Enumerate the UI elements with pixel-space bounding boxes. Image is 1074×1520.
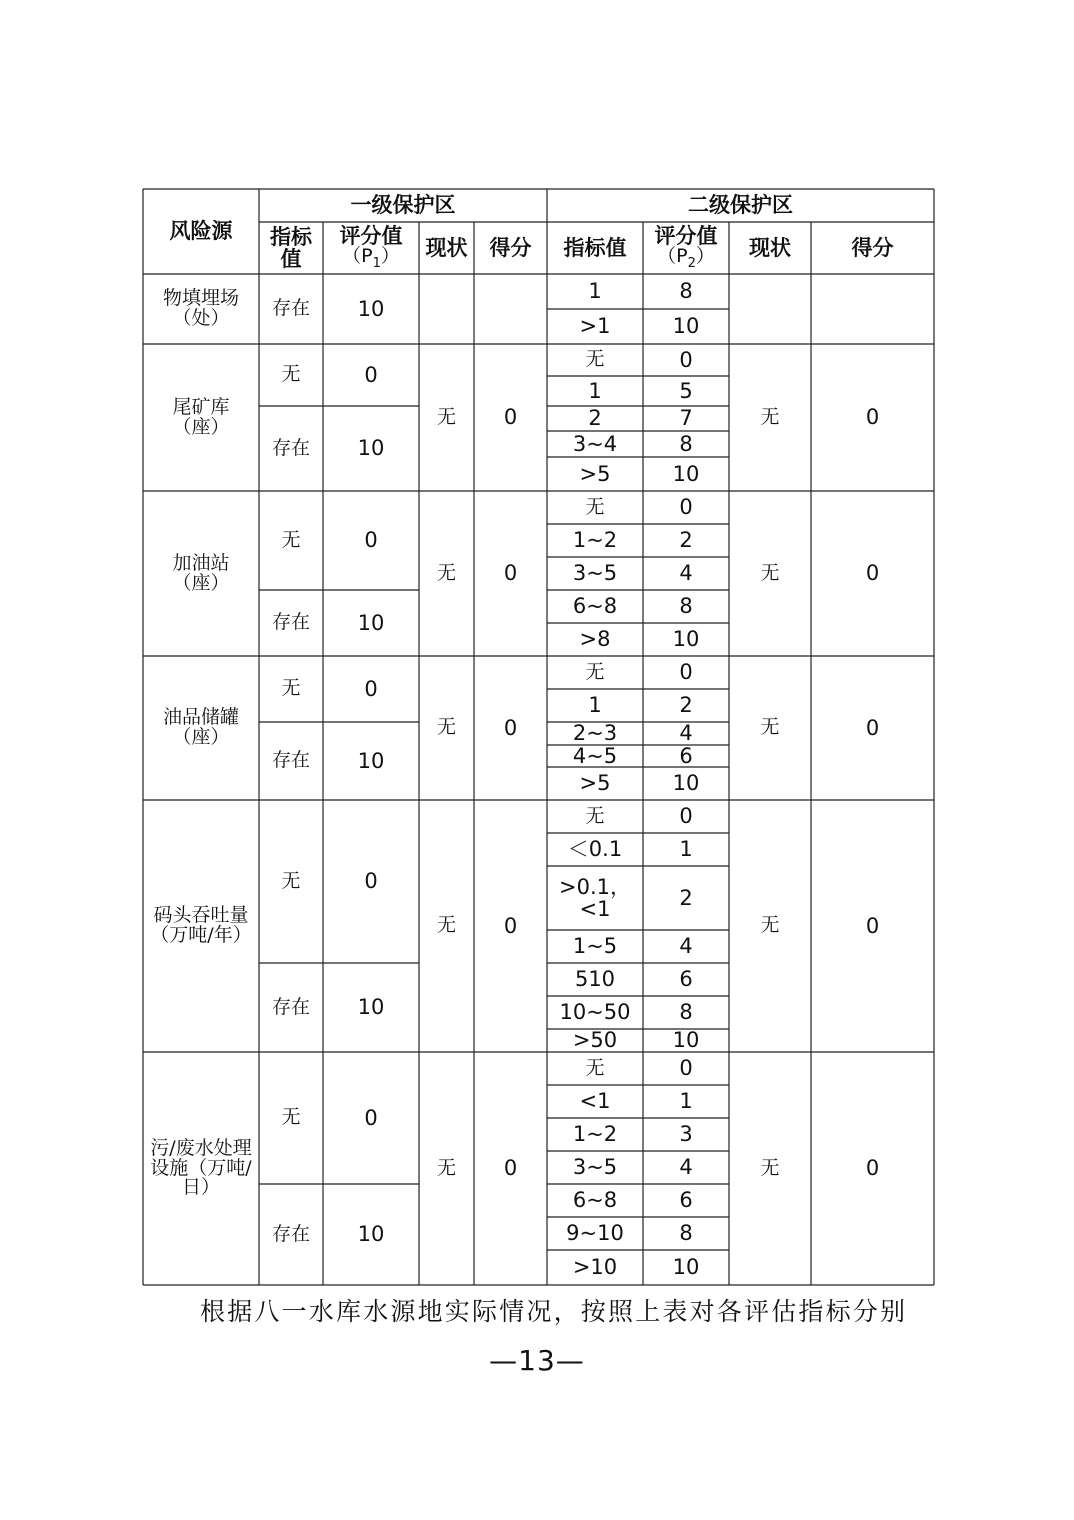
z2-score-value: 0 bbox=[679, 1056, 693, 1081]
risk-source-name: 码头吞吐量 （万吨/年） bbox=[150, 904, 252, 946]
z2-score-value: 10 bbox=[672, 461, 700, 486]
z1-score-value: 0 bbox=[364, 362, 378, 387]
z2-score-value: 2 bbox=[679, 885, 693, 910]
z2-score-value: 10 bbox=[672, 627, 700, 652]
z2-score: 0 bbox=[865, 913, 880, 938]
z1-score: 0 bbox=[503, 913, 518, 938]
z2-indicator-value: 10~50 bbox=[559, 1000, 631, 1025]
z2-indicator-value: >10 bbox=[572, 1255, 618, 1280]
z2-score-value: 6 bbox=[679, 743, 693, 768]
z2-indicator-value: 510 bbox=[574, 967, 616, 992]
z1-indicator-value: 无 bbox=[281, 677, 301, 700]
z2-indicator-value: <1 bbox=[579, 1089, 611, 1114]
z2-score-value: 4 bbox=[679, 934, 693, 959]
z2-indicator-value: 3~5 bbox=[572, 561, 618, 586]
z2-score-value: 1 bbox=[679, 1089, 693, 1114]
z2-score-value: 10 bbox=[672, 1255, 700, 1280]
z1-status bbox=[419, 274, 474, 344]
z2-score-value: 8 bbox=[679, 1000, 693, 1025]
z2-score-value: 3 bbox=[679, 1122, 693, 1147]
z2-score-value: 7 bbox=[679, 406, 693, 431]
z2-score-value: 5 bbox=[679, 378, 693, 403]
z2-score: 0 bbox=[865, 715, 880, 740]
z2-indicator-value: 无 bbox=[585, 348, 605, 371]
z1-status: 无 bbox=[436, 561, 456, 584]
z1-status: 无 bbox=[436, 914, 456, 937]
risk-source-name: 污/废水处理 设施（万吨/ 日） bbox=[150, 1136, 252, 1199]
z1-score-value: 0 bbox=[364, 869, 378, 894]
z2-score-value: 8 bbox=[679, 1221, 693, 1246]
z2-indicator-value: >8 bbox=[579, 627, 611, 652]
z2-indicator-value: 1 bbox=[588, 279, 602, 304]
header-zone2: 二级保护区 bbox=[688, 193, 793, 218]
z2-score-value: 4 bbox=[679, 1155, 693, 1180]
z2-indicator-value: >0.1， <1 bbox=[559, 874, 631, 921]
z1-score-value: 10 bbox=[357, 436, 385, 461]
z2-score-value: 10 bbox=[672, 314, 700, 339]
z2-score: 0 bbox=[865, 1156, 880, 1181]
z1-indicator-value: 存在 bbox=[271, 995, 310, 1018]
z2-indicator-value: 3~5 bbox=[572, 1155, 618, 1180]
risk-source-name: 油品储罐 （座） bbox=[162, 706, 239, 748]
z2-score-value: 6 bbox=[679, 1188, 693, 1213]
z2-score-value: 2 bbox=[679, 528, 693, 553]
z2-score-value: 8 bbox=[679, 279, 693, 304]
z1-score-value: 0 bbox=[364, 1105, 378, 1130]
z2-indicator-value: 1~2 bbox=[572, 528, 618, 553]
z1-score-value: 10 bbox=[357, 1222, 385, 1247]
z2-score-value: 4 bbox=[679, 721, 693, 746]
z2-indicator-value: 2 bbox=[588, 406, 602, 431]
z1-score: 0 bbox=[503, 715, 518, 740]
z1-indicator-value: 无 bbox=[281, 528, 301, 551]
z1-indicator-value: 存在 bbox=[271, 749, 310, 772]
header-zone1: 一级保护区 bbox=[350, 193, 456, 218]
header-risk-source: 风险源 bbox=[169, 219, 233, 244]
header-z1-score: 得分 bbox=[489, 235, 532, 260]
z2-status bbox=[729, 274, 811, 344]
z2-status: 无 bbox=[760, 561, 780, 584]
z1-score-value: 10 bbox=[357, 610, 385, 635]
z1-status: 无 bbox=[436, 405, 456, 428]
z2-status: 无 bbox=[760, 716, 780, 739]
risk-source-name: 尾矿库 （座） bbox=[172, 395, 230, 438]
z2-score-value: 10 bbox=[672, 771, 700, 796]
header-z2-score: 得分 bbox=[851, 235, 894, 260]
z2-indicator-value: 无 bbox=[585, 804, 605, 827]
z1-status: 无 bbox=[436, 1156, 456, 1179]
z2-indicator-value: >5 bbox=[579, 771, 611, 796]
z2-score-value: 2 bbox=[679, 693, 693, 718]
z2-score-value: 0 bbox=[679, 804, 693, 829]
z1-status: 无 bbox=[436, 716, 456, 739]
z1-indicator-value: 无 bbox=[281, 1106, 301, 1129]
z2-indicator-value: >50 bbox=[572, 1028, 618, 1053]
z1-indicator-value: 无 bbox=[281, 363, 301, 386]
z1-score-value: 10 bbox=[357, 995, 385, 1020]
z2-indicator-value: 无 bbox=[585, 660, 605, 683]
z2-status: 无 bbox=[760, 1156, 780, 1179]
z2-status: 无 bbox=[760, 914, 780, 937]
z1-indicator-value: 存在 bbox=[271, 1222, 310, 1245]
z2-score-value: 0 bbox=[679, 660, 693, 685]
z2-indicator-value: >5 bbox=[579, 461, 611, 486]
z2-indicator-value: 9~10 bbox=[566, 1221, 624, 1246]
z1-score-value: 0 bbox=[364, 676, 378, 701]
z2-score-value: 0 bbox=[679, 495, 693, 520]
z2-indicator-value: 1~5 bbox=[572, 934, 618, 959]
z1-score-value: 10 bbox=[357, 296, 385, 321]
z2-indicator-value: 1 bbox=[588, 693, 602, 718]
z2-indicator-value: 无 bbox=[585, 1056, 605, 1079]
header-z2-status: 现状 bbox=[749, 235, 791, 260]
z2-indicator-value: 6~8 bbox=[572, 594, 618, 619]
z1-score-value: 10 bbox=[357, 748, 385, 773]
z2-indicator-value: 2~3 bbox=[572, 721, 618, 746]
risk-source-name: 物填埋场 （处） bbox=[162, 287, 239, 329]
header-z1-indicator: 指标 值 bbox=[270, 224, 312, 271]
z1-indicator-value: 无 bbox=[281, 869, 301, 892]
z2-indicator-value: 4~5 bbox=[572, 743, 618, 768]
z2-indicator-value: >1 bbox=[579, 314, 611, 339]
z2-score: 0 bbox=[865, 405, 880, 430]
z2-indicator-value: 1~2 bbox=[572, 1122, 618, 1147]
z1-indicator-value: 存在 bbox=[271, 436, 310, 459]
z2-indicator-value: 6~8 bbox=[572, 1188, 618, 1213]
z2-score-value: 8 bbox=[679, 431, 693, 456]
header-z1-status: 现状 bbox=[425, 235, 468, 260]
page-number: —13— bbox=[489, 1344, 585, 1377]
z2-score-value: 6 bbox=[679, 967, 693, 992]
z2-score-value: 1 bbox=[679, 837, 693, 862]
body-paragraph: 根据八一水库水源地实际情况，按照上表对各评估指标分别 bbox=[200, 1297, 908, 1326]
z1-score bbox=[474, 274, 547, 344]
z2-indicator-value: 1 bbox=[588, 378, 602, 403]
header-z1-score-value: 评分值 $(P_1)$ bbox=[339, 224, 403, 272]
z2-indicator-value: 无 bbox=[585, 495, 605, 518]
z2-indicator-value: ＜0.1 bbox=[567, 837, 623, 862]
risk-source-name: 加油站 （座） bbox=[172, 551, 230, 594]
header-z2-score-value: 评分值 $(P_2)$ bbox=[654, 224, 718, 272]
z1-score-value: 0 bbox=[364, 528, 378, 553]
z2-score-value: 0 bbox=[679, 347, 693, 372]
z1-indicator-value: 存在 bbox=[271, 611, 310, 634]
z1-indicator-value: 存在 bbox=[271, 297, 310, 320]
z2-score: 0 bbox=[865, 561, 880, 586]
z2-status: 无 bbox=[760, 405, 780, 428]
z1-score: 0 bbox=[503, 405, 518, 430]
z2-score bbox=[811, 274, 934, 344]
z1-score: 0 bbox=[503, 1156, 518, 1181]
z2-score-value: 4 bbox=[679, 561, 693, 586]
header-z2-indicator: 指标值 bbox=[563, 235, 627, 260]
z2-score-value: 8 bbox=[679, 594, 693, 619]
z2-indicator-value: 3~4 bbox=[572, 431, 618, 456]
z2-score-value: 10 bbox=[672, 1028, 700, 1053]
z1-score: 0 bbox=[503, 561, 518, 586]
